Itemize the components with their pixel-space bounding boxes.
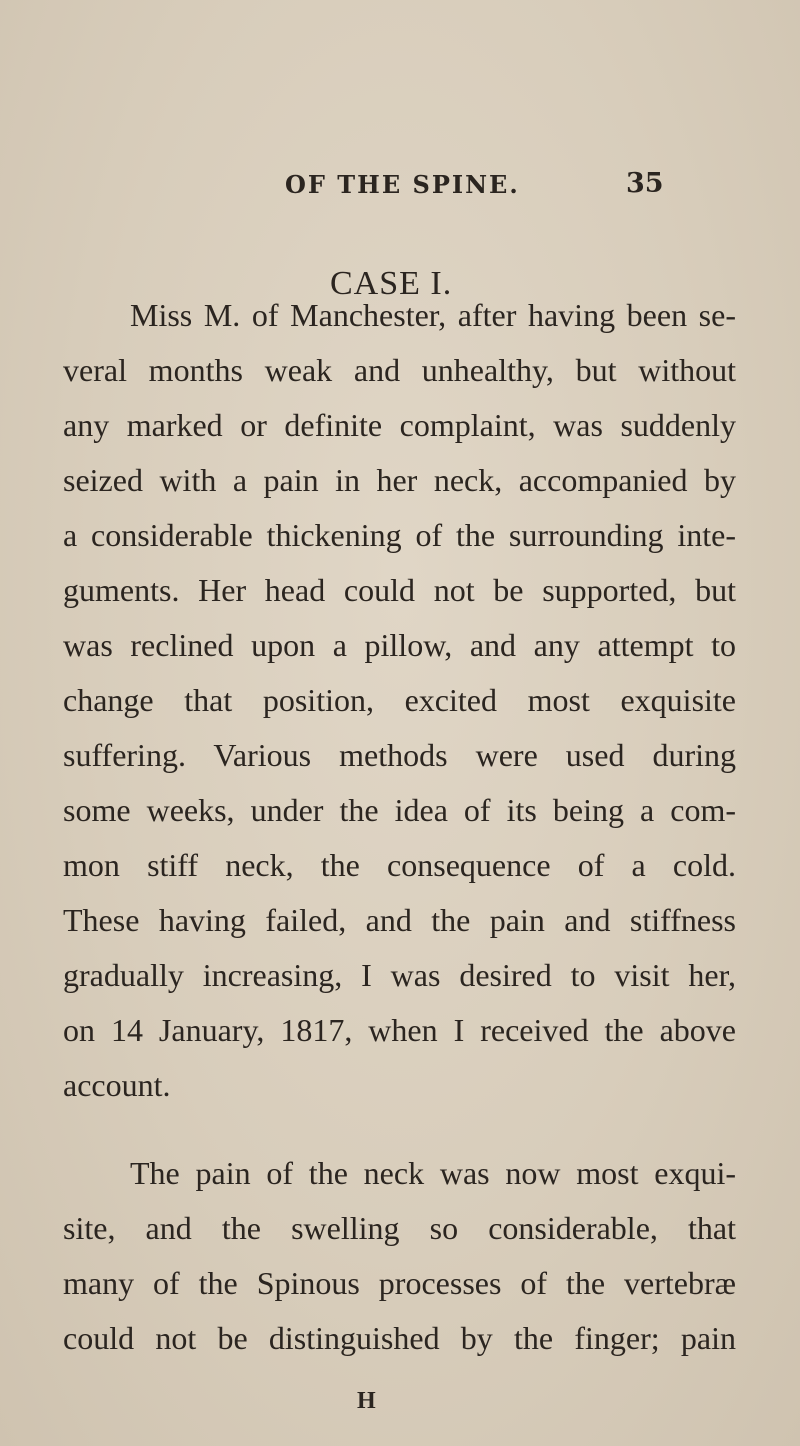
text-line: site, and the swelling so considerable, that: [63, 1210, 736, 1246]
case-heading: CASE I.: [330, 265, 453, 302]
text-line: was reclined upon a pillow, and any attempt to: [63, 627, 736, 663]
text-line: could not be distinguished by the finger; pain: [63, 1320, 736, 1356]
running-head: [0, 170, 800, 210]
text-line: The pain of the neck was now most exqui-: [130, 1155, 736, 1191]
running-title: OF THE SPINE.: [285, 170, 520, 199]
text-line: seized with a pain in her neck, accompanied by: [63, 462, 736, 498]
text-line: a considerable thickening of the surrounding inte-: [63, 517, 736, 553]
signature-mark: H: [357, 1388, 376, 1414]
text-line: on 14 January, 1817, when I received the above: [63, 1012, 736, 1048]
text-line: any marked or definite complaint, was suddenly: [63, 407, 736, 443]
page-number: 35: [626, 168, 664, 199]
text-line: account.: [63, 1067, 171, 1103]
text-line: mon stiff neck, the consequence of a cold.: [63, 847, 736, 883]
text-line: Miss M. of Manchester, after having been se-: [130, 297, 736, 333]
text-line: guments. Her head could not be supported, but: [63, 572, 736, 608]
text-line: some weeks, under the idea of its being a com-: [63, 792, 736, 828]
text-line: veral months weak and unhealthy, but without: [63, 352, 736, 388]
text-line: change that position, excited most exquisite: [63, 682, 736, 718]
text-line: suffering. Various methods were used during: [63, 737, 736, 773]
text-line: many of the Spinous processes of the vertebræ: [63, 1265, 736, 1301]
text-line: These having failed, and the pain and stiffness: [63, 902, 736, 938]
text-line: gradually increasing, I was desired to visit her,: [63, 957, 736, 993]
